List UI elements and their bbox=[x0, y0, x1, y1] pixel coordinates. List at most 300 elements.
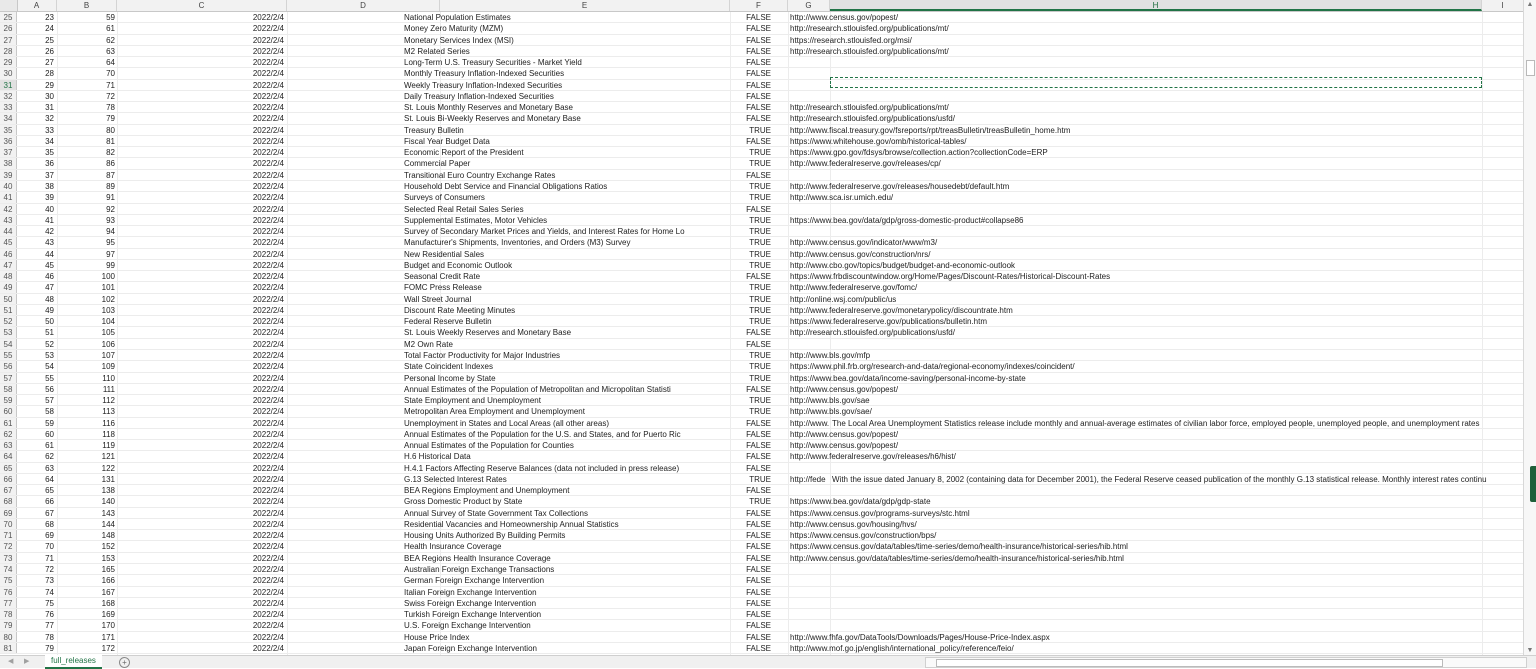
cell-url[interactable] bbox=[788, 57, 1528, 67]
row-header[interactable]: 33 bbox=[0, 102, 17, 112]
cell-a[interactable]: 54 bbox=[45, 362, 54, 372]
cell-date[interactable]: 2022/2/4 bbox=[252, 621, 284, 631]
row-header[interactable]: 77 bbox=[0, 598, 17, 608]
cell-url[interactable]: https://www.frbdiscountwindow.org/Home/Pages/Discount-Rates/Historical-Discount-Rates bbox=[790, 272, 1111, 282]
cell-flag[interactable]: FALSE bbox=[746, 384, 771, 394]
row-header[interactable]: 55 bbox=[0, 350, 17, 360]
cell-release-name[interactable]: State Coincident Indexes bbox=[404, 362, 493, 372]
cell-flag[interactable]: FALSE bbox=[746, 553, 771, 563]
cell-date[interactable]: 2022/2/4 bbox=[252, 328, 284, 338]
cell-date[interactable]: 2022/2/4 bbox=[252, 643, 284, 653]
cell-b[interactable]: 140 bbox=[101, 497, 115, 507]
cell-url[interactable] bbox=[788, 204, 1528, 214]
cell-url[interactable]: http://www.mof.go.jp/english/international_policy/reference/feio/ bbox=[790, 643, 1014, 653]
cell-b[interactable]: 61 bbox=[106, 24, 115, 34]
cell-date[interactable]: 2022/2/4 bbox=[252, 452, 284, 462]
cell-b[interactable]: 82 bbox=[106, 148, 115, 158]
side-panel-tab[interactable] bbox=[1530, 466, 1536, 502]
cell-date[interactable]: 2022/2/4 bbox=[252, 13, 284, 22]
cell-release-name[interactable]: Annual Estimates of the Population of Metropolitan and Micropolitan Statisti bbox=[404, 384, 671, 394]
cell-flag[interactable]: FALSE bbox=[746, 170, 771, 180]
cell-b[interactable]: 63 bbox=[106, 46, 115, 56]
cell-flag[interactable]: TRUE bbox=[749, 260, 771, 270]
cell-date[interactable]: 2022/2/4 bbox=[252, 305, 284, 315]
cell-b[interactable]: 64 bbox=[106, 58, 115, 68]
cell-a[interactable]: 64 bbox=[45, 474, 54, 484]
row-header[interactable]: 73 bbox=[0, 553, 17, 563]
cell-date[interactable]: 2022/2/4 bbox=[252, 46, 284, 56]
cell-a[interactable]: 66 bbox=[45, 497, 54, 507]
column-header-e[interactable]: E bbox=[440, 0, 730, 11]
cell-date[interactable]: 2022/2/4 bbox=[252, 542, 284, 552]
cell-b[interactable]: 89 bbox=[106, 181, 115, 191]
cell-url[interactable] bbox=[788, 170, 1528, 180]
cell-a[interactable]: 60 bbox=[45, 429, 54, 439]
row-header[interactable]: 62 bbox=[0, 429, 17, 439]
cell-url[interactable]: http://www.fiscal.treasury.gov/fsreports/rpt/treasBulletin/treasBulletin_home.htm bbox=[790, 125, 1071, 135]
cell-flag[interactable]: TRUE bbox=[749, 238, 771, 248]
cell-b[interactable]: 110 bbox=[102, 373, 115, 383]
cell-url[interactable]: https://www.bea.gov/data/income-saving/personal-income-by-state bbox=[790, 373, 1026, 383]
cell-url[interactable] bbox=[788, 575, 1528, 585]
cell-a[interactable]: 50 bbox=[45, 317, 54, 327]
cell-b[interactable]: 112 bbox=[102, 396, 115, 406]
cell-url[interactable]: https://www.bea.gov/data/gdp/gross-domestic-product#collapse86 bbox=[790, 215, 1024, 225]
cell-release-name[interactable]: Annual Estimates of the Population for Counties bbox=[404, 441, 574, 451]
cell-b[interactable]: 91 bbox=[106, 193, 115, 203]
cell-flag[interactable]: TRUE bbox=[749, 227, 771, 237]
cell-b[interactable]: 116 bbox=[102, 418, 115, 428]
cell-a[interactable]: 59 bbox=[45, 418, 54, 428]
cell-date[interactable]: 2022/2/4 bbox=[252, 227, 284, 237]
cell-a[interactable]: 67 bbox=[45, 508, 54, 518]
cell-a[interactable]: 58 bbox=[45, 407, 54, 417]
cell-release-name[interactable]: Metropolitan Area Employment and Unemployment bbox=[404, 407, 585, 417]
row-header[interactable]: 31 bbox=[0, 80, 17, 90]
cell-b[interactable]: 172 bbox=[101, 643, 115, 653]
cell-url[interactable]: http://www.cbo.gov/topics/budget/budget-and-economic-outlook bbox=[790, 260, 1016, 270]
cell-release-name[interactable]: H.6 Historical Data bbox=[404, 452, 471, 462]
cell-a[interactable]: 32 bbox=[45, 114, 54, 124]
cell-url[interactable]: http://research.stlouisfed.org/publications/mt/ bbox=[790, 46, 949, 56]
row-header[interactable]: 39 bbox=[0, 170, 17, 180]
cell-b[interactable]: 62 bbox=[106, 35, 115, 45]
cell-flag[interactable]: FALSE bbox=[746, 452, 771, 462]
row-header[interactable]: 56 bbox=[0, 361, 17, 371]
cell-url[interactable]: http://research.stlouisfed.org/publications/mt/ bbox=[790, 24, 949, 34]
cell-b[interactable]: 101 bbox=[101, 283, 115, 293]
cell-b[interactable]: 99 bbox=[106, 260, 115, 270]
cell-date[interactable]: 2022/2/4 bbox=[252, 317, 284, 327]
cell-release-name[interactable]: M2 Own Rate bbox=[404, 339, 453, 349]
cell-date[interactable]: 2022/2/4 bbox=[252, 474, 284, 484]
cell-url[interactable]: https://www.gpo.gov/fdsys/browse/collection.action?collectionCode=ERP bbox=[790, 148, 1048, 158]
column-header-i[interactable]: I bbox=[1482, 0, 1524, 11]
row-header[interactable]: 26 bbox=[0, 23, 17, 33]
cell-b[interactable]: 113 bbox=[102, 407, 115, 417]
cell-release-name[interactable]: German Foreign Exchange Intervention bbox=[404, 576, 545, 586]
sheet-tab-full-releases[interactable]: full_releases bbox=[45, 655, 102, 669]
cell-flag[interactable]: TRUE bbox=[749, 362, 771, 372]
cell-date[interactable]: 2022/2/4 bbox=[252, 565, 284, 575]
cell-release-name[interactable]: House Price Index bbox=[404, 632, 470, 642]
cell-b[interactable]: 86 bbox=[106, 159, 115, 169]
cell-release-name[interactable]: Long-Term U.S. Treasury Securities - Market Yield bbox=[404, 58, 582, 68]
cell-b[interactable]: 79 bbox=[106, 114, 115, 124]
row-header[interactable]: 81 bbox=[0, 643, 17, 653]
cell-url[interactable]: http://www.federalreserve.gov/releases/h6/hist/ bbox=[790, 452, 956, 462]
row-header[interactable]: 68 bbox=[0, 496, 17, 506]
cell-b[interactable]: 166 bbox=[101, 576, 115, 586]
cell-url[interactable] bbox=[788, 463, 1528, 473]
cell-date[interactable]: 2022/2/4 bbox=[252, 373, 284, 383]
cell-b[interactable]: 92 bbox=[106, 204, 115, 214]
cell-flag[interactable]: FALSE bbox=[746, 114, 771, 124]
cell-url[interactable]: http://www.federalreserve.gov/releases/cp/ bbox=[790, 159, 941, 169]
cell-b[interactable]: 104 bbox=[101, 317, 115, 327]
cell-flag[interactable]: FALSE bbox=[746, 565, 771, 575]
cell-flag[interactable]: FALSE bbox=[746, 339, 771, 349]
cell-release-name[interactable]: Annual Survey of State Government Tax Collections bbox=[404, 508, 588, 518]
row-header[interactable]: 64 bbox=[0, 451, 17, 461]
cell-date[interactable]: 2022/2/4 bbox=[252, 181, 284, 191]
cell-flag[interactable]: FALSE bbox=[746, 531, 771, 541]
cell-a[interactable]: 68 bbox=[45, 519, 54, 529]
selected-cell-h31[interactable] bbox=[830, 77, 1482, 88]
cell-release-name[interactable]: Seasonal Credit Rate bbox=[404, 272, 481, 282]
cell-a[interactable]: 36 bbox=[45, 159, 54, 169]
cell-a[interactable]: 74 bbox=[45, 587, 54, 597]
cell-date[interactable]: 2022/2/4 bbox=[252, 384, 284, 394]
row-header[interactable]: 79 bbox=[0, 620, 17, 630]
cell-a[interactable]: 69 bbox=[45, 531, 54, 541]
cell-a[interactable]: 39 bbox=[45, 193, 54, 203]
cell-b[interactable]: 81 bbox=[106, 136, 115, 146]
cell-b[interactable]: 143 bbox=[101, 508, 115, 518]
cell-flag[interactable]: FALSE bbox=[746, 598, 771, 608]
row-header[interactable]: 43 bbox=[0, 215, 17, 225]
cell-b[interactable]: 167 bbox=[101, 587, 115, 597]
cell-b[interactable]: 169 bbox=[101, 610, 115, 620]
column-header-d[interactable]: D bbox=[287, 0, 440, 11]
cell-release-name[interactable]: Budget and Economic Outlook bbox=[404, 260, 513, 270]
cell-release-name[interactable]: Italian Foreign Exchange Intervention bbox=[404, 587, 537, 597]
cell-a[interactable]: 38 bbox=[45, 181, 54, 191]
cell-flag[interactable]: FALSE bbox=[746, 542, 771, 552]
cell-date[interactable]: 2022/2/4 bbox=[252, 80, 284, 90]
row-header[interactable]: 80 bbox=[0, 632, 17, 642]
row-header[interactable]: 66 bbox=[0, 474, 17, 484]
cell-date[interactable]: 2022/2/4 bbox=[252, 136, 284, 146]
horizontal-scrollbar[interactable] bbox=[925, 657, 1527, 668]
cell-flag[interactable]: FALSE bbox=[746, 621, 771, 631]
cell-flag[interactable]: FALSE bbox=[746, 136, 771, 146]
row-header[interactable]: 67 bbox=[0, 485, 17, 495]
row-header[interactable]: 40 bbox=[0, 181, 17, 191]
cell-release-name[interactable]: Survey of Secondary Market Prices and Yields, and Interest Rates for Home Lo bbox=[404, 227, 685, 237]
cell-a[interactable]: 71 bbox=[45, 553, 54, 563]
cell-date[interactable]: 2022/2/4 bbox=[252, 553, 284, 563]
cell-release-name[interactable]: St. Louis Monthly Reserves and Monetary Base bbox=[404, 103, 573, 113]
cell-a[interactable]: 27 bbox=[45, 58, 54, 68]
cell-a[interactable]: 73 bbox=[45, 576, 54, 586]
cell-b[interactable]: 138 bbox=[101, 486, 115, 496]
row-header[interactable]: 50 bbox=[0, 294, 17, 304]
cell-date[interactable]: 2022/2/4 bbox=[252, 193, 284, 203]
cell-b[interactable]: 105 bbox=[101, 328, 115, 338]
row-header[interactable]: 36 bbox=[0, 136, 17, 146]
cell-flag[interactable]: TRUE bbox=[749, 125, 771, 135]
cell-date[interactable]: 2022/2/4 bbox=[252, 418, 284, 428]
cell-flag[interactable]: TRUE bbox=[749, 317, 771, 327]
cell-a[interactable]: 78 bbox=[45, 632, 54, 642]
cell-a[interactable]: 63 bbox=[45, 463, 54, 473]
cell-a[interactable]: 37 bbox=[45, 170, 54, 180]
cell-release-name[interactable]: Unemployment in States and Local Areas (all other areas) bbox=[404, 418, 609, 428]
cell-date[interactable]: 2022/2/4 bbox=[252, 148, 284, 158]
cell-url[interactable] bbox=[788, 485, 1528, 495]
cell-flag[interactable]: FALSE bbox=[746, 328, 771, 338]
row-header[interactable]: 53 bbox=[0, 327, 17, 337]
row-header[interactable]: 71 bbox=[0, 530, 17, 540]
row-header[interactable]: 47 bbox=[0, 260, 17, 270]
cell-release-name[interactable]: Federal Reserve Bulletin bbox=[404, 317, 492, 327]
cell-flag[interactable]: FALSE bbox=[746, 429, 771, 439]
cell-b[interactable]: 100 bbox=[101, 272, 115, 282]
cell-a[interactable]: 42 bbox=[45, 227, 54, 237]
cell-release-name[interactable]: BEA Regions Health Insurance Coverage bbox=[404, 553, 551, 563]
cell-b[interactable]: 78 bbox=[106, 103, 115, 113]
cell-b[interactable]: 119 bbox=[102, 441, 115, 451]
cell-release-name[interactable]: Treasury Bulletin bbox=[404, 125, 464, 135]
cell-release-name[interactable]: Weekly Treasury Inflation-Indexed Securities bbox=[404, 80, 563, 90]
cell-release-name[interactable]: Monetary Services Index (MSI) bbox=[404, 35, 514, 45]
cell-date[interactable]: 2022/2/4 bbox=[252, 463, 284, 473]
row-header[interactable]: 72 bbox=[0, 541, 17, 551]
row-header[interactable]: 42 bbox=[0, 204, 17, 214]
cell-a[interactable]: 24 bbox=[45, 24, 54, 34]
cell-url[interactable]: http://www.census.gov/popest/ bbox=[790, 384, 899, 394]
row-header[interactable]: 38 bbox=[0, 158, 17, 168]
cell-flag[interactable]: TRUE bbox=[749, 474, 771, 484]
row-header[interactable]: 35 bbox=[0, 125, 17, 135]
cell-date[interactable]: 2022/2/4 bbox=[252, 486, 284, 496]
cell-date[interactable]: 2022/2/4 bbox=[252, 610, 284, 620]
cell-flag[interactable]: TRUE bbox=[749, 497, 771, 507]
cell-b[interactable]: 71 bbox=[106, 80, 115, 90]
cell-url[interactable] bbox=[788, 564, 1528, 574]
cell-a[interactable]: 65 bbox=[45, 486, 54, 496]
cell-release-name[interactable]: H.4.1 Factors Affecting Reserve Balances (data not included in press release) bbox=[404, 463, 680, 473]
cell-url[interactable] bbox=[788, 587, 1528, 597]
cell-a[interactable]: 49 bbox=[45, 305, 54, 315]
cell-a[interactable]: 46 bbox=[45, 272, 54, 282]
cell-a[interactable]: 45 bbox=[45, 260, 54, 270]
row-header[interactable]: 63 bbox=[0, 440, 17, 450]
cell-b[interactable]: 87 bbox=[106, 170, 115, 180]
cell-date[interactable]: 2022/2/4 bbox=[252, 69, 284, 79]
row-header[interactable]: 51 bbox=[0, 305, 17, 315]
cell-notes[interactable]: With the issue dated January 8, 2002 (containing data for December 2001), the Federal Reserve ceased publication of the monthly G.13 statistical release. Monthly interest rates continu bbox=[832, 474, 1487, 484]
cell-flag[interactable]: FALSE bbox=[746, 519, 771, 529]
cell-flag[interactable]: FALSE bbox=[746, 13, 771, 22]
cell-release-name[interactable]: St. Louis Bi-Weekly Reserves and Monetary Base bbox=[404, 114, 581, 124]
cell-a[interactable]: 51 bbox=[45, 328, 54, 338]
cell-date[interactable]: 2022/2/4 bbox=[252, 441, 284, 451]
cell-notes[interactable]: The Local Area Unemployment Statistics release include monthly and annual-average estimates of civilian labor force, employed people, unemployed people, and unemployment rates bbox=[832, 418, 1480, 428]
cell-flag[interactable]: FALSE bbox=[746, 508, 771, 518]
cell-url[interactable]: http://www.census.gov/construction/nrs/ bbox=[790, 249, 931, 259]
cell-a[interactable]: 29 bbox=[45, 80, 54, 90]
cell-b[interactable]: 107 bbox=[101, 350, 115, 360]
row-header[interactable]: 76 bbox=[0, 587, 17, 597]
cell-flag[interactable]: FALSE bbox=[746, 643, 771, 653]
cell-a[interactable]: 44 bbox=[45, 249, 54, 259]
cell-a[interactable]: 55 bbox=[45, 373, 54, 383]
cell-release-name[interactable]: Surveys of Consumers bbox=[404, 193, 485, 203]
cell-url[interactable] bbox=[788, 598, 1528, 608]
cell-date[interactable]: 2022/2/4 bbox=[252, 497, 284, 507]
cell-release-name[interactable]: St. Louis Weekly Reserves and Monetary Base bbox=[404, 328, 572, 338]
cell-flag[interactable]: TRUE bbox=[749, 249, 771, 259]
row-header[interactable]: 61 bbox=[0, 418, 17, 428]
cell-a[interactable]: 53 bbox=[45, 350, 54, 360]
cell-release-name[interactable]: Daily Treasury Inflation-Indexed Securities bbox=[404, 91, 554, 101]
cell-flag[interactable]: FALSE bbox=[746, 576, 771, 586]
cell-release-name[interactable]: Supplemental Estimates, Motor Vehicles bbox=[404, 215, 548, 225]
cell-a[interactable]: 72 bbox=[45, 565, 54, 575]
cell-url[interactable]: https://www.bea.gov/data/gdp/gdp-state bbox=[790, 497, 931, 507]
cell-flag[interactable]: FALSE bbox=[746, 441, 771, 451]
cell-release-name[interactable]: Wall Street Journal bbox=[404, 294, 472, 304]
cell-a[interactable]: 41 bbox=[45, 215, 54, 225]
cell-date[interactable]: 2022/2/4 bbox=[252, 429, 284, 439]
cell-flag[interactable]: FALSE bbox=[746, 91, 771, 101]
cell-flag[interactable]: FALSE bbox=[746, 103, 771, 113]
cell-b[interactable]: 153 bbox=[101, 553, 115, 563]
cell-url[interactable]: http://research.stlouisfed.org/publications/usfd/ bbox=[790, 114, 955, 124]
cell-url[interactable]: http://www.census.gov/popest/ bbox=[790, 441, 899, 451]
cell-url[interactable]: https://www.census.gov/construction/bps/ bbox=[790, 531, 937, 541]
cell-flag[interactable]: FALSE bbox=[746, 587, 771, 597]
cell-url[interactable]: http://www.census.gov/indicator/www/m3/ bbox=[790, 238, 938, 248]
cell-release-name[interactable]: Selected Real Retail Sales Series bbox=[404, 204, 524, 214]
cell-release-name[interactable]: Residential Vacancies and Homeownership Annual Statistics bbox=[404, 519, 619, 529]
cell-url[interactable]: https://www.census.gov/data/tables/time-series/demo/health-insurance/historical-series/hib.html bbox=[790, 542, 1128, 552]
cell-release-name[interactable]: Health Insurance Coverage bbox=[404, 542, 502, 552]
cell-flag[interactable]: TRUE bbox=[749, 294, 771, 304]
cell-flag[interactable]: TRUE bbox=[749, 283, 771, 293]
cell-date[interactable]: 2022/2/4 bbox=[252, 170, 284, 180]
cell-a[interactable]: 48 bbox=[45, 294, 54, 304]
column-header-h[interactable]: H bbox=[830, 0, 1482, 11]
row-header[interactable]: 65 bbox=[0, 463, 17, 473]
cell-url[interactable]: http://www.federalreserve.gov/fomc/ bbox=[790, 283, 918, 293]
cell-url[interactable]: http://online.wsj.com/public/us bbox=[790, 294, 897, 304]
cell-b[interactable]: 171 bbox=[101, 632, 115, 642]
cell-date[interactable]: 2022/2/4 bbox=[252, 587, 284, 597]
row-header[interactable]: 28 bbox=[0, 46, 17, 56]
cell-release-name[interactable]: FOMC Press Release bbox=[404, 283, 482, 293]
cell-release-name[interactable]: Gross Domestic Product by State bbox=[404, 497, 523, 507]
cell-b[interactable]: 118 bbox=[102, 429, 115, 439]
cell-a[interactable]: 28 bbox=[45, 69, 54, 79]
cell-release-name[interactable]: Swiss Foreign Exchange Intervention bbox=[404, 598, 537, 608]
cell-flag[interactable]: TRUE bbox=[749, 181, 771, 191]
cell-release-name[interactable]: Australian Foreign Exchange Transactions bbox=[404, 565, 555, 575]
cell-url[interactable] bbox=[788, 226, 1528, 236]
scroll-up-icon[interactable]: ▲ bbox=[1526, 1, 1534, 8]
row-header[interactable]: 59 bbox=[0, 395, 17, 405]
cell-release-name[interactable]: Japan Foreign Exchange Intervention bbox=[404, 643, 537, 653]
cell-b[interactable]: 121 bbox=[101, 452, 115, 462]
row-header[interactable]: 37 bbox=[0, 147, 17, 157]
cell-date[interactable]: 2022/2/4 bbox=[252, 238, 284, 248]
row-header[interactable]: 45 bbox=[0, 237, 17, 247]
cell-b[interactable]: 97 bbox=[106, 249, 115, 259]
cell-url[interactable]: http://www.federalreserve.gov/releases/housedebt/default.htm bbox=[790, 181, 1010, 191]
row-header[interactable]: 30 bbox=[0, 68, 17, 78]
cell-url[interactable]: http://www.bls.gov/sae bbox=[790, 396, 870, 406]
cell-flag[interactable]: TRUE bbox=[749, 373, 771, 383]
cell-a[interactable]: 40 bbox=[45, 204, 54, 214]
cell-b[interactable]: 106 bbox=[101, 339, 115, 349]
cell-b[interactable]: 152 bbox=[101, 542, 115, 552]
cell-date[interactable]: 2022/2/4 bbox=[252, 519, 284, 529]
cell-a[interactable]: 76 bbox=[45, 610, 54, 620]
cell-flag[interactable]: TRUE bbox=[749, 407, 771, 417]
cell-date[interactable]: 2022/2/4 bbox=[252, 260, 284, 270]
cell-url[interactable] bbox=[788, 620, 1528, 630]
cell-flag[interactable]: TRUE bbox=[749, 215, 771, 225]
cell-date[interactable]: 2022/2/4 bbox=[252, 576, 284, 586]
cell-a[interactable]: 61 bbox=[45, 441, 54, 451]
row-header[interactable]: 27 bbox=[0, 35, 17, 45]
cell-b[interactable]: 109 bbox=[101, 362, 115, 372]
select-all-corner[interactable] bbox=[0, 0, 18, 11]
cell-a[interactable]: 52 bbox=[45, 339, 54, 349]
cell-b[interactable]: 102 bbox=[101, 294, 115, 304]
cell-release-name[interactable]: Transitional Euro Country Exchange Rates bbox=[404, 170, 556, 180]
cell-release-name[interactable]: Money Zero Maturity (MZM) bbox=[404, 24, 504, 34]
row-header[interactable]: 75 bbox=[0, 575, 17, 585]
cell-date[interactable]: 2022/2/4 bbox=[252, 103, 284, 113]
cell-flag[interactable]: FALSE bbox=[746, 486, 771, 496]
column-header-f[interactable]: F bbox=[730, 0, 788, 11]
row-header[interactable]: 58 bbox=[0, 384, 17, 394]
cell-url[interactable]: http://www.census.gov/popest/ bbox=[790, 429, 899, 439]
add-sheet-icon[interactable]: + bbox=[119, 657, 130, 668]
cell-release-name[interactable]: U.S. Foreign Exchange Intervention bbox=[404, 621, 531, 631]
row-header[interactable]: 54 bbox=[0, 339, 17, 349]
cell-flag[interactable]: FALSE bbox=[746, 204, 771, 214]
cell-flag[interactable]: FALSE bbox=[746, 24, 771, 34]
cell-a[interactable]: 25 bbox=[45, 35, 54, 45]
cell-release-name[interactable]: Household Debt Service and Financial Obligations Ratios bbox=[404, 181, 608, 191]
cell-release-name[interactable]: BEA Regions Employment and Unemployment bbox=[404, 486, 570, 496]
row-header[interactable]: 32 bbox=[0, 91, 17, 101]
cell-a[interactable]: 75 bbox=[45, 598, 54, 608]
cell-a[interactable]: 34 bbox=[45, 136, 54, 146]
cell-b[interactable]: 131 bbox=[101, 474, 115, 484]
cell-date[interactable]: 2022/2/4 bbox=[252, 249, 284, 259]
column-header-c[interactable]: C bbox=[117, 0, 287, 11]
cell-release-name[interactable]: Personal Income by State bbox=[404, 373, 496, 383]
cell-date[interactable]: 2022/2/4 bbox=[252, 125, 284, 135]
cell-release-name[interactable]: M2 Related Series bbox=[404, 46, 470, 56]
cell-b[interactable]: 170 bbox=[101, 621, 115, 631]
scroll-down-icon[interactable]: ▼ bbox=[1526, 647, 1534, 654]
